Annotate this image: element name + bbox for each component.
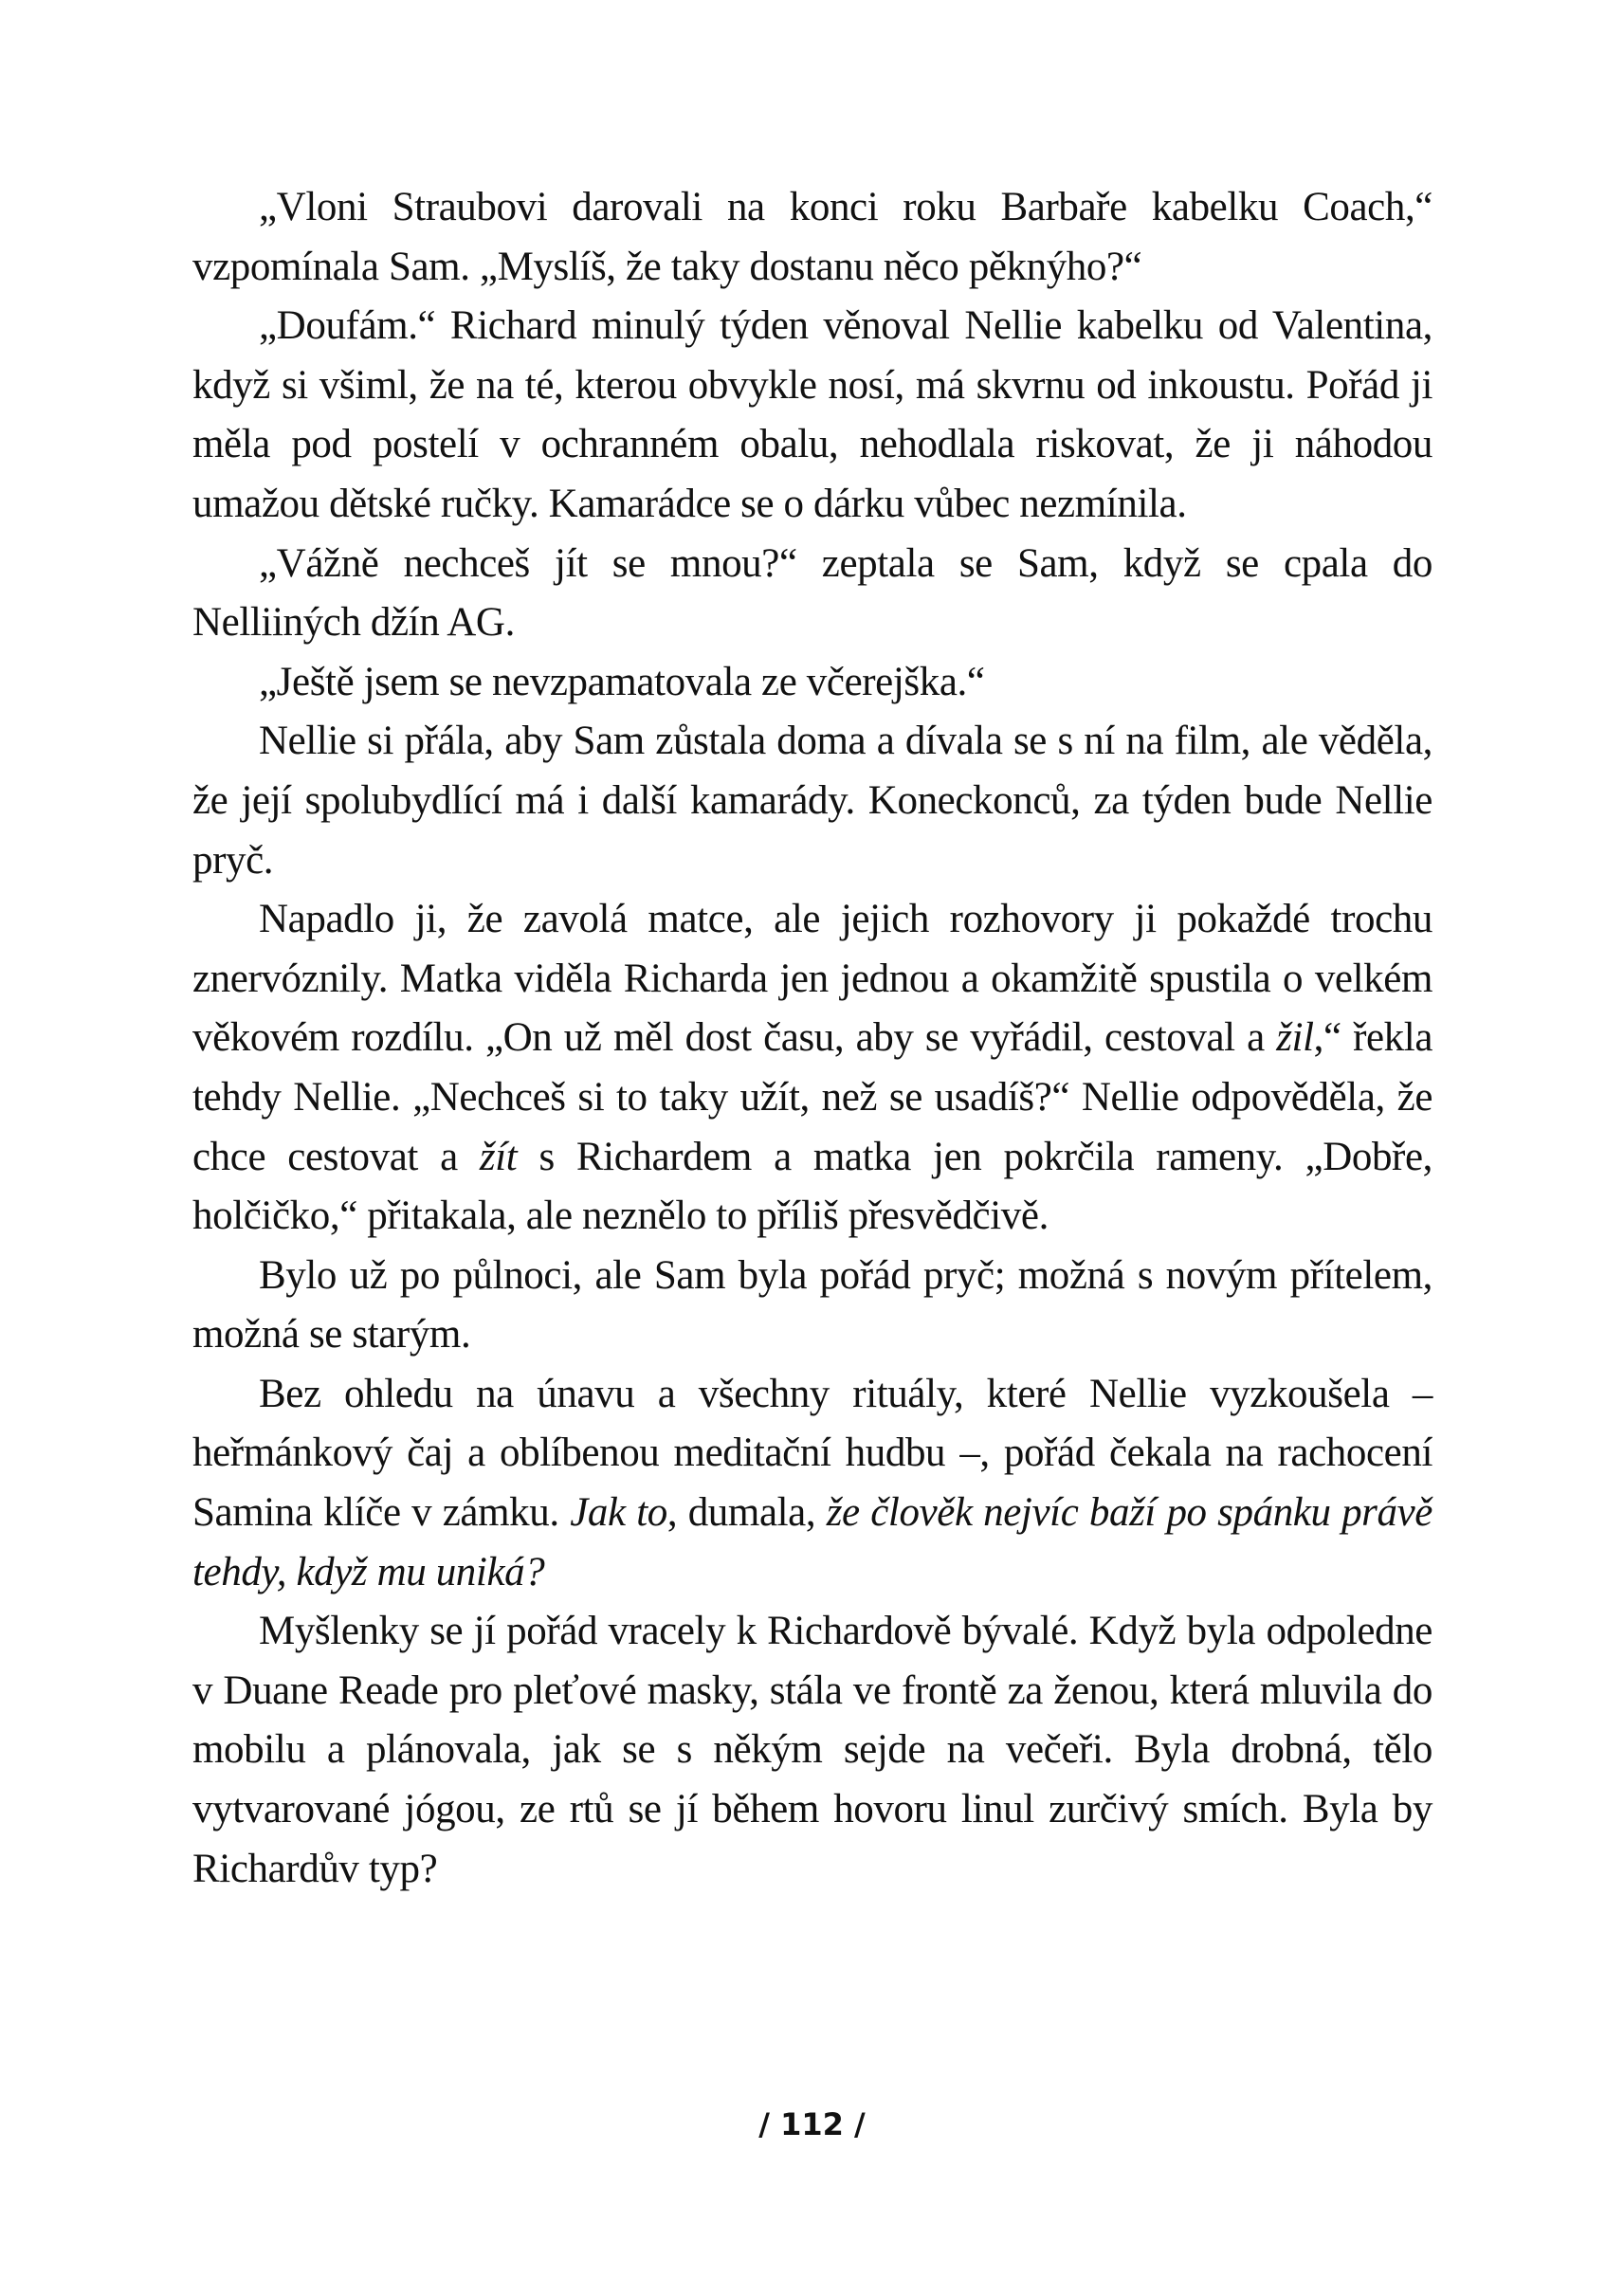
page-body — [192, 178, 1432, 1899]
text-segment: , dumala, — [666, 1490, 827, 1536]
page-number: / 112 / — [758, 2106, 866, 2142]
paragraph — [192, 712, 1432, 890]
italic-text: Jak to — [570, 1490, 667, 1536]
text-segment: „Vloni Straubovi darovali na konci roku Barbaře kabelku Coach,“ vzpomínala Sam. „Myslíš, že taky dostanu něco pěknýho?“ — [192, 185, 1432, 289]
text-segment: „Ještě jsem se nevzpamatovala ze včerejška.“ — [259, 659, 985, 704]
text-segment: Myšlenky se jí pořád vracely k Richardově bývalé. Když byla odpoledne v Duane Reade pro pleťové masky, stála ve frontě za ženou, která mluvila do mobilu a plánovala, jak se s někým sejde na večeři. Byla drobná, tělo vytvarované jógou, ze rtů se jí během hovoru linul zurčivý smích. Byla by Richardův typ? — [192, 1609, 1432, 1891]
text-segment: Nellie si přála, aby Sam zůstala doma a dívala se s ní na film, ale věděla, že její spolubydlící má i další kamarády. Koneckonců, za týden bude Nellie pryč. — [192, 719, 1432, 883]
text-segment: „Vážně nechceš jít se mnou?“ zeptala se Sam, když se cpala do Nelliiných džín AG. — [192, 540, 1432, 646]
paragraph — [192, 535, 1432, 653]
text-segment: Napadlo ji, že zavolá matce, ale jejich rozhovory ji pokaždé trochu znervóznily. Matka viděla Richarda jen jednou a okamžitě spustila o velkém věkovém rozdílu. „On už měl dost času, aby se vyřádil, cestoval a — [192, 897, 1432, 1061]
paragraph — [192, 890, 1432, 1247]
paragraph — [192, 653, 1432, 713]
paragraph — [192, 1365, 1432, 1602]
italic-text: že člověk nejvíc baží po spánku právě tehdy, když mu uniká? — [192, 1490, 1432, 1594]
text-segment: „Doufám.“ Richard minulý týden věnoval Nellie kabelku od Valentina, když si všiml, že na té, kterou obvykle nosí, má skvrnu od inkoustu. Pořád ji měla pod postelí v ochranném obalu, nehodlala riskovat, že ji náhodou umažou dětské ručky. Kamarádce se o dárku vůbec nezmínila. — [192, 303, 1432, 526]
paragraph — [192, 1602, 1432, 1899]
text-segment: s Richardem a matka jen pokrčila rameny. „Dobře, holčičko,“ přitakala, ale neznělo to příliš přesvědčivě. — [192, 1134, 1433, 1239]
italic-text: žil — [1276, 1015, 1314, 1061]
text-segment: Bez ohledu na únavu a všechny rituály, které Nellie vyzkoušela – heřmánkový čaj a oblíbenou meditační hudbu –, pořád čekala na rachocení Samina klíče v zámku. — [192, 1371, 1432, 1536]
text-segment: Bylo už po půlnoci, ale Sam byla pořád pryč; možná s novým přítelem, možná se starým. — [192, 1252, 1432, 1358]
paragraph — [192, 178, 1432, 297]
paragraph — [192, 297, 1432, 534]
text-segment: ,“ řekla tehdy Nellie. „Nechceš si to taky užít, než se usadíš?“ Nellie odpověděla, že chce cestovat a — [192, 1015, 1433, 1179]
paragraph — [192, 1247, 1432, 1365]
italic-text: žít — [479, 1134, 518, 1179]
